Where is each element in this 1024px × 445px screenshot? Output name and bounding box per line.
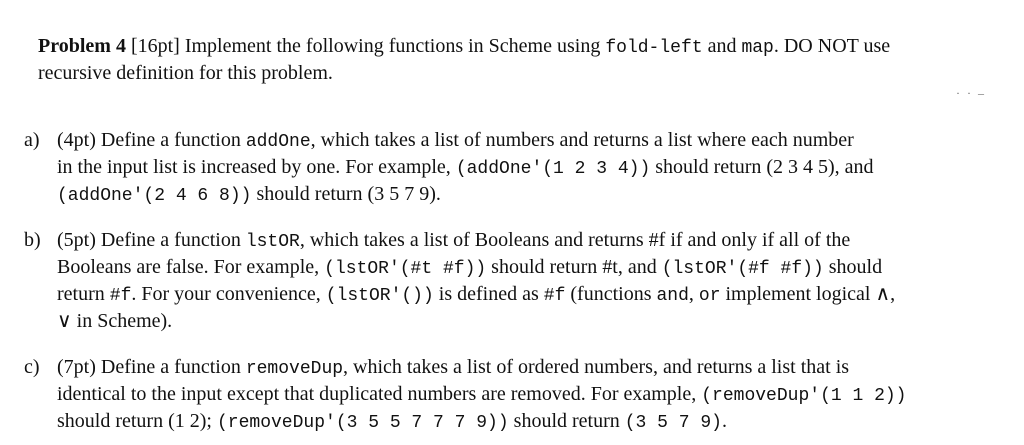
problem-points: [16pt] bbox=[130, 35, 180, 57]
code-segment: '(1 1 2)) bbox=[809, 386, 907, 406]
text-segment: should bbox=[828, 256, 883, 278]
problem-b-line-3 bbox=[57, 281, 895, 309]
text-segment: should return (3 5 7 9). bbox=[256, 183, 441, 205]
text-segment: (functions bbox=[570, 283, 652, 305]
text-segment: . For your convenience, bbox=[131, 283, 321, 305]
text-segment: implement logical ∧, bbox=[725, 283, 896, 305]
code-map: map bbox=[741, 38, 774, 58]
problem-c-line-2 bbox=[57, 381, 906, 409]
text-segment: , bbox=[688, 283, 694, 305]
code-segment: '(1 2 3 4)) bbox=[531, 159, 651, 179]
text-segment: (4pt) Define a function bbox=[57, 129, 241, 151]
code-segment: '()) bbox=[390, 286, 434, 306]
intro-line-2: recursive definition for this problem. bbox=[38, 62, 333, 84]
code-segment: '(#t #f)) bbox=[388, 259, 487, 279]
problem-b-line-4: ∨ in Scheme). bbox=[57, 310, 173, 332]
problem-a-line-3 bbox=[57, 181, 441, 209]
code-lstor: lstOR bbox=[245, 232, 300, 252]
code-addone: addOne bbox=[245, 132, 311, 152]
code-segment: (removeDup bbox=[216, 413, 326, 433]
code-segment: #f bbox=[109, 286, 132, 306]
text-segment: is defined as bbox=[438, 283, 539, 305]
code-fold-left: fold-left bbox=[605, 38, 703, 58]
text-segment: should return (1 2); bbox=[57, 410, 212, 432]
code-segment: (lstOR bbox=[324, 259, 389, 279]
problem-c-marker: c) bbox=[24, 356, 40, 378]
problem-a-line-2 bbox=[57, 154, 874, 182]
faint-dots: · · – bbox=[956, 86, 986, 100]
problem-c-line-3 bbox=[57, 408, 727, 436]
code-segment: (addOne bbox=[455, 159, 532, 179]
text-segment: return bbox=[57, 283, 105, 305]
problem-title: Problem 4 bbox=[38, 35, 126, 57]
code-segment: (lstOR bbox=[325, 286, 391, 306]
text-segment: should return bbox=[513, 410, 620, 432]
text-segment: should return (2 3 4 5), and bbox=[655, 156, 874, 178]
text-segment: Booleans are false. For example, bbox=[57, 256, 320, 278]
intro-and: and bbox=[707, 35, 737, 57]
intro-text-end: . DO NOT use bbox=[773, 35, 891, 57]
code-removedup: removeDup bbox=[245, 359, 344, 379]
text-segment: . bbox=[721, 410, 727, 432]
text-segment: , which takes a list of numbers and returns a list where each number bbox=[310, 129, 854, 151]
text-segment: in the input list is increased by one. For example, bbox=[57, 156, 451, 178]
problem-a-marker: a) bbox=[24, 129, 40, 151]
code-segment: (removeDup bbox=[701, 386, 810, 406]
code-segment: #f bbox=[543, 286, 566, 306]
code-segment: or bbox=[698, 286, 721, 306]
code-segment: '(#f #f)) bbox=[726, 259, 824, 279]
code-segment: (lstOR bbox=[661, 259, 727, 279]
code-segment: and bbox=[656, 286, 689, 306]
problem-c-line-1 bbox=[57, 354, 849, 382]
code-segment: (3 5 7 9) bbox=[624, 413, 722, 433]
problem-b-line-2 bbox=[57, 254, 882, 282]
text-segment: should return #t, and bbox=[491, 256, 657, 278]
problem-b-marker: b) bbox=[24, 229, 41, 251]
problem-a-line-1 bbox=[57, 127, 854, 155]
text-segment: identical to the input except that duplicated numbers are removed. For example, bbox=[57, 383, 697, 405]
intro-text: Implement the following functions in Scheme using bbox=[184, 35, 601, 57]
text-segment: (5pt) Define a function bbox=[57, 229, 241, 251]
problem-header bbox=[38, 33, 890, 61]
problem-b-line-1 bbox=[57, 227, 850, 255]
text-segment: , which takes a list of Booleans and returns #f if and only if all of the bbox=[299, 229, 851, 251]
code-segment: '(2 4 6 8)) bbox=[132, 186, 252, 206]
text-segment: , which takes a list of ordered numbers, and returns a list that is bbox=[343, 356, 850, 378]
text-segment: (7pt) Define a function bbox=[57, 356, 241, 378]
code-segment: '(3 5 5 7 7 7 9)) bbox=[325, 413, 509, 433]
code-segment: (addOne bbox=[57, 186, 133, 206]
